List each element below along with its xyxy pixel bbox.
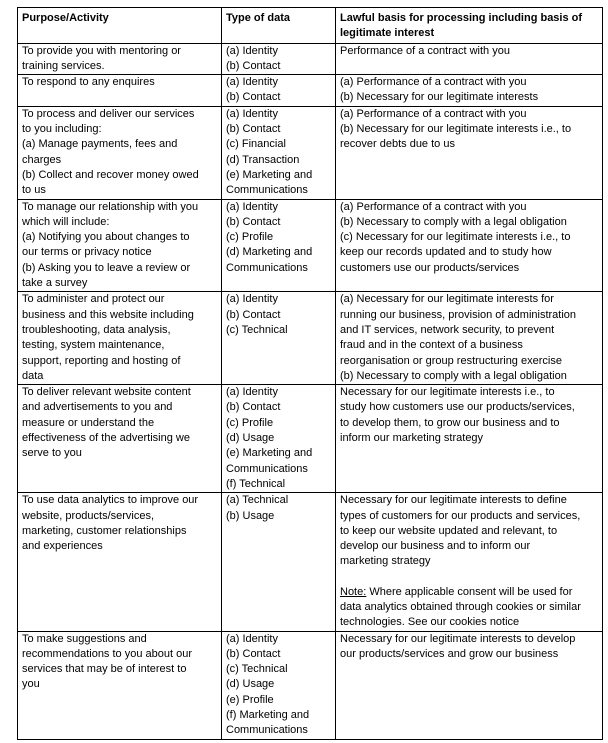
purpose-cell-line: data	[22, 369, 44, 382]
purpose-cell	[18, 631, 222, 739]
purpose-cell-line: measure or understand the	[22, 416, 155, 429]
type-of-data-cell-line: (b) Usage	[226, 509, 275, 522]
lawful-basis-cell-line: keep our records updated and to study how	[340, 246, 552, 259]
type-of-data-cell	[222, 43, 336, 75]
purpose-cell-line: marketing, customer relationships	[22, 524, 187, 537]
lawful-basis-cell	[336, 199, 603, 292]
lawful-basis-cell-line: Necessary for our legitimate interests i.e., to	[340, 386, 555, 399]
type-of-data-cell	[222, 199, 336, 292]
purpose-cell	[18, 43, 222, 75]
lawful-basis-cell	[336, 493, 603, 631]
type-of-data-cell-line: (b) Contact	[226, 215, 281, 228]
purpose-cell	[18, 106, 222, 199]
purpose-cell-line: To provide you with mentoring or	[22, 44, 181, 57]
type-of-data-cell-line: Communications	[226, 724, 308, 737]
lawful-basis-cell-line: types of customers for our products and services,	[340, 509, 581, 522]
type-of-data-cell	[222, 106, 336, 199]
type-of-data-cell-line: (a) Identity	[226, 107, 278, 120]
type-of-data-cell-line: (d) Marketing and	[226, 246, 313, 259]
purpose-cell-line: and advertisements to you and	[22, 401, 173, 414]
purpose-cell-line: support, reporting and hosting of	[22, 354, 181, 367]
lawful-basis-cell	[336, 385, 603, 493]
purpose-cell-line: effectiveness of the advertising we	[22, 432, 190, 445]
table-row	[18, 43, 603, 75]
type-of-data-cell-line: (e) Marketing and	[226, 447, 313, 460]
purpose-cell-line: To manage our relationship with you	[22, 200, 199, 213]
lawful-basis-cell-line: our products/services and grow our business	[340, 647, 559, 660]
lawful-basis-cell-line: fraud and in the context of a business	[340, 339, 523, 352]
lawful-basis-cell-line: study how customers use our products/services,	[340, 401, 575, 414]
type-of-data-cell-line: (d) Usage	[226, 432, 275, 445]
lawful-basis-cell-line: customers use our products/services	[340, 261, 520, 274]
purpose-cell-line: serve to you	[22, 447, 82, 460]
lawful-basis-cell-line: (b) Necessary for our legitimate interests	[340, 91, 539, 104]
lawful-basis-cell-line: (b) Necessary to comply with a legal obligation	[340, 369, 567, 382]
purpose-cell	[18, 493, 222, 631]
purpose-cell-line: take a survey	[22, 277, 88, 290]
type-of-data-cell-line: (a) Identity	[226, 293, 278, 306]
lawful-basis-cell	[336, 43, 603, 75]
lawful-basis-table	[17, 7, 603, 740]
type-of-data-cell-line: (a) Identity	[226, 76, 278, 89]
type-of-data-cell-line: (b) Contact	[226, 91, 281, 104]
purpose-cell-line: (b) Asking you to leave a review or	[22, 261, 191, 274]
header-lawful-basis: Lawful basis for processing including basis of legitimate interest	[336, 8, 603, 44]
lawful-basis-cell-line: reorganisation or group restructuring exercise	[340, 354, 562, 367]
purpose-cell-line: (a) Manage payments, fees and	[22, 138, 178, 151]
type-of-data-cell-line: (b) Contact	[226, 59, 281, 72]
purpose-cell-line: To deliver relevant website content	[22, 386, 191, 399]
purpose-cell-line: To process and deliver our services	[22, 107, 195, 120]
purpose-cell-line: our terms or privacy notice	[22, 246, 152, 259]
type-of-data-cell-line: Communications	[226, 261, 308, 274]
purpose-cell-line: recommendations to you about our	[22, 647, 192, 660]
note-line: data analytics obtained through cookies or similar	[340, 600, 581, 613]
purpose-cell-line: and experiences	[22, 540, 103, 553]
table-body	[18, 43, 603, 739]
lawful-basis-cell-line: running our business, provision of administration	[340, 308, 577, 321]
lawful-basis-cell-line: (a) Performance of a contract with you	[340, 107, 527, 120]
purpose-cell-line: troubleshooting, data analysis,	[22, 323, 171, 336]
table-row	[18, 199, 603, 292]
note-text: Where applicable consent will be used for	[366, 585, 573, 598]
lawful-basis-cell-line: recover debts due to us	[340, 138, 455, 151]
purpose-cell-line: to you including:	[22, 123, 102, 136]
note-line	[340, 585, 599, 600]
spacer	[340, 570, 599, 585]
type-of-data-cell-line: (a) Identity	[226, 44, 278, 57]
lawful-basis-cell-line: to develop them, to grow our business and to	[340, 416, 560, 429]
lawful-basis-cell	[336, 106, 603, 199]
lawful-basis-cell	[336, 292, 603, 385]
table-row	[18, 385, 603, 493]
note-line: technologies. See our cookies notice	[340, 616, 520, 629]
purpose-cell-line: To administer and protect our	[22, 293, 165, 306]
lawful-basis-cell	[336, 631, 603, 739]
table-row	[18, 631, 603, 739]
purpose-cell-line: training services.	[22, 59, 105, 72]
lawful-basis-cell-line: Necessary for our legitimate interests to develop	[340, 632, 576, 645]
type-of-data-cell-line: (c) Profile	[226, 416, 274, 429]
type-of-data-cell	[222, 493, 336, 631]
type-of-data-cell-line: (d) Transaction	[226, 153, 300, 166]
lawful-basis-cell-line: marketing strategy	[340, 555, 431, 568]
lawful-basis-cell-line: (a) Performance of a contract with you	[340, 76, 527, 89]
table-row	[18, 75, 603, 107]
type-of-data-cell-line: (b) Contact	[226, 647, 281, 660]
type-of-data-cell	[222, 75, 336, 107]
type-of-data-cell-line: (a) Identity	[226, 386, 278, 399]
type-of-data-cell-line: (b) Contact	[226, 123, 281, 136]
type-of-data-cell-line: (d) Usage	[226, 678, 275, 691]
type-of-data-cell-line: (a) Identity	[226, 632, 278, 645]
lawful-basis-cell-line: (b) Necessary for our legitimate interests i.e., to	[340, 123, 572, 136]
lawful-basis-cell-line: (a) Performance of a contract with you	[340, 200, 527, 213]
type-of-data-cell-line: (f) Marketing and	[226, 709, 310, 722]
purpose-cell-line: which will include:	[22, 215, 110, 228]
type-of-data-cell-line: (b) Contact	[226, 308, 281, 321]
lawful-basis-cell	[336, 75, 603, 107]
header-row	[18, 8, 603, 44]
note-label: Note:	[340, 585, 367, 598]
purpose-cell-line: (b) Collect and recover money owed	[22, 168, 199, 181]
type-of-data-cell-line: (e) Marketing and	[226, 168, 313, 181]
type-of-data-cell-line: (b) Contact	[226, 401, 281, 414]
purpose-cell	[18, 292, 222, 385]
type-of-data-cell-line: (c) Profile	[226, 231, 274, 244]
table-row	[18, 493, 603, 631]
table-row	[18, 292, 603, 385]
lawful-basis-cell-line: (b) Necessary to comply with a legal obligation	[340, 215, 567, 228]
purpose-cell-line: you	[22, 678, 40, 691]
type-of-data-cell-line: (a) Identity	[226, 200, 278, 213]
lawful-basis-cell-line: develop our business and to inform our	[340, 540, 531, 553]
type-of-data-cell-line: (f) Technical	[226, 477, 286, 490]
table-row	[18, 106, 603, 199]
type-of-data-cell	[222, 292, 336, 385]
lawful-basis-cell-line: inform our marketing strategy	[340, 432, 484, 445]
type-of-data-cell	[222, 385, 336, 493]
purpose-cell-line: To respond to any enquires	[22, 76, 155, 89]
purpose-cell-line: testing, system maintenance,	[22, 339, 165, 352]
purpose-cell	[18, 75, 222, 107]
purpose-cell-line: charges	[22, 153, 62, 166]
type-of-data-cell-line: (c) Technical	[226, 663, 288, 676]
purpose-cell	[18, 199, 222, 292]
lawful-basis-cell-line: and IT services, network security, to prevent	[340, 323, 555, 336]
purpose-cell-line: services that may be of interest to	[22, 663, 187, 676]
lawful-basis-cell-line: (a) Necessary for our legitimate interests for	[340, 293, 554, 306]
purpose-cell-line: business and this website including	[22, 308, 194, 321]
purpose-cell-line: (a) Notifying you about changes to	[22, 231, 190, 244]
type-of-data-cell	[222, 631, 336, 739]
header-purpose: Purpose/Activity	[18, 8, 222, 44]
type-of-data-cell-line: Communications	[226, 462, 308, 475]
header-type-of-data: Type of data	[222, 8, 336, 44]
purpose-cell-line: to us	[22, 184, 46, 197]
lawful-basis-cell-line: Performance of a contract with you	[340, 44, 510, 57]
type-of-data-cell-line: (c) Technical	[226, 323, 288, 336]
type-of-data-cell-line: (e) Profile	[226, 693, 274, 706]
lawful-basis-cell-line: (c) Necessary for our legitimate interests i.e., to	[340, 231, 571, 244]
type-of-data-cell-line: Communications	[226, 184, 308, 197]
purpose-cell	[18, 385, 222, 493]
lawful-basis-cell-line: Necessary for our legitimate interests to define	[340, 494, 567, 507]
lawful-basis-cell-line: to keep our website updated and relevant, to	[340, 524, 558, 537]
type-of-data-cell-line: (a) Technical	[226, 494, 289, 507]
purpose-cell-line: To make suggestions and	[22, 632, 147, 645]
type-of-data-cell-line: (c) Financial	[226, 138, 286, 151]
purpose-cell-line: To use data analytics to improve our	[22, 494, 199, 507]
purpose-cell-line: website, products/services,	[22, 509, 155, 522]
